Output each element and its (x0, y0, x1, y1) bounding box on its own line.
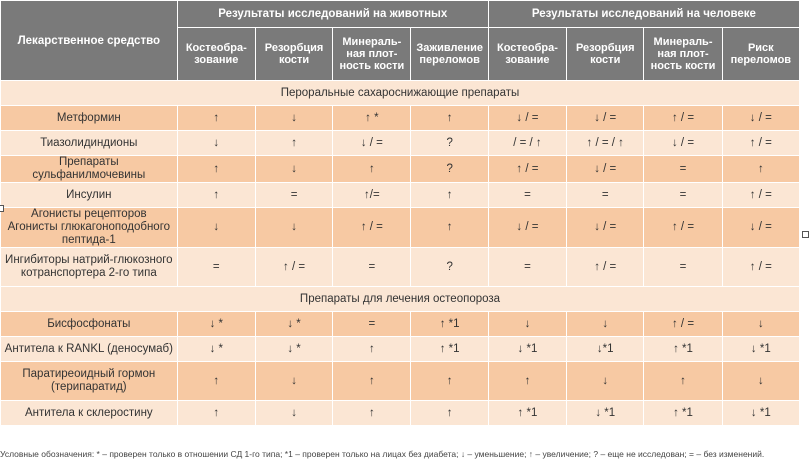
effect-cell: ↑ / = / ↑ (567, 131, 644, 156)
table-row (1, 131, 800, 156)
effect-cell: ↑ / = (644, 106, 722, 131)
effect-cell: ↑ (411, 401, 488, 426)
effect-cell: ↑ (644, 362, 722, 401)
drug-name: Антитела к RANKL (деносумаб) (1, 337, 178, 362)
table-row (1, 312, 800, 337)
effect-cell: ↓ / = (567, 156, 644, 183)
column-header: Костеобра- зование (177, 28, 255, 81)
effect-cell: ↓ * (177, 312, 255, 337)
effect-cell: ↑ / = (722, 131, 799, 156)
effect-cell: ↑ / = (644, 312, 722, 337)
column-header: Заживление переломов (411, 28, 488, 81)
column-header: Минераль- ная плот- ность кости (333, 28, 411, 81)
drug-name: Метформин (1, 106, 178, 131)
effect-cell: ↓ *1 (722, 401, 799, 426)
section-heading: Препараты для лечения остеопороза (1, 287, 800, 312)
effect-cell: ↓ / = (567, 208, 644, 248)
section-heading: Пероральные сахароснижающие препараты (1, 81, 800, 106)
column-header: Резорбция кости (567, 28, 644, 81)
drug-column-header: Лекарственное средство (1, 1, 178, 81)
effect-cell: ↓ *1 (488, 337, 566, 362)
effect-cell: ↑ (177, 106, 255, 131)
drug-name: Агонисты рецепторов Агонисты глюкагоноподобного пептида-1 (1, 208, 178, 248)
effect-cell: ↑ *1 (488, 401, 566, 426)
drug-name: Ингибиторы натрий-глюкозного котранспортера 2-го типа (1, 248, 178, 287)
effect-cell: ↑ (177, 156, 255, 183)
effect-cell: ↓ (488, 312, 566, 337)
column-header: Минераль- ная плот- ность кости (644, 28, 722, 81)
effect-cell: ↓ / = (488, 208, 566, 248)
effect-cell: ↓ * (255, 312, 332, 337)
effect-cell: = (644, 156, 722, 183)
drug-name: Тиазолидиндионы (1, 131, 178, 156)
effect-cell: = (255, 183, 332, 208)
effect-cell: ↑ / = (644, 208, 722, 248)
table-row (1, 362, 800, 401)
effect-cell: ? (411, 248, 488, 287)
effect-cell: = (644, 248, 722, 287)
effect-cell: ↓ (722, 312, 799, 337)
effect-cell: ↓ / = (333, 131, 411, 156)
effect-cell: ↑ / = (488, 156, 566, 183)
resize-handle-right[interactable] (802, 231, 809, 238)
effect-cell: ↑ (333, 362, 411, 401)
column-header: Риск переломов (722, 28, 799, 81)
effect-cell: ↓ (567, 362, 644, 401)
effect-cell: ↓*1 (567, 337, 644, 362)
effect-cell: ↓ (177, 208, 255, 248)
effect-cell: ↓ * (177, 337, 255, 362)
effect-cell: ↓ (177, 131, 255, 156)
effect-cell: ↓ (567, 312, 644, 337)
effect-cell: ↓ (722, 362, 799, 401)
effect-cell: ↓ / = (722, 208, 799, 248)
effect-cell: ↑ (722, 156, 799, 183)
animal-studies-header: Результаты исследований на животных (177, 1, 488, 28)
effect-cell: ↓ (255, 156, 332, 183)
effect-cell: ↑ (177, 362, 255, 401)
effect-cell: ↑ (488, 362, 566, 401)
effect-cell: ↑ / = (333, 208, 411, 248)
effect-cell: ↑ / = (722, 183, 799, 208)
effect-cell: ↑ *1 (644, 337, 722, 362)
effect-cell: ↑ / = (722, 248, 799, 287)
effect-cell: ↑ (411, 106, 488, 131)
drug-name: Антитела к склеростину (1, 401, 178, 426)
effect-cell: ? (411, 156, 488, 183)
table-row (1, 208, 800, 248)
effect-cell: ↑ * (333, 106, 411, 131)
resize-handle-left[interactable] (0, 205, 4, 212)
effect-cell: ↓ (255, 106, 332, 131)
effect-cell: ↑ *1 (411, 312, 488, 337)
drug-name: Инсулин (1, 183, 178, 208)
table-row (1, 106, 800, 131)
effect-cell: ? (411, 131, 488, 156)
effect-cell: ↑ *1 (644, 401, 722, 426)
legend-note: Условные обозначения: * – проверен только в отношении СД 1-го типа; *1 – проверен только на лицах без диабета; ↓ – уменьшение; ↑ – увеличение; ? – еще не исследован; = – без изменений. (0, 449, 765, 459)
effect-cell: ↑ (177, 183, 255, 208)
effect-cell: ↑ (177, 401, 255, 426)
effect-cell: ↑ (411, 208, 488, 248)
effect-cell: ↑ *1 (411, 337, 488, 362)
drug-name: Препараты сульфанилмочевины (1, 156, 178, 183)
effect-cell: ↑ (333, 401, 411, 426)
effect-cell: = (488, 248, 566, 287)
effect-cell: = (177, 248, 255, 287)
effect-cell: = (333, 248, 411, 287)
drug-name: Бисфосфонаты (1, 312, 178, 337)
effect-cell: = (488, 183, 566, 208)
table-row (1, 248, 800, 287)
effect-cell: ↑ (255, 131, 332, 156)
effect-cell: ↑ (333, 156, 411, 183)
human-studies-header: Результаты исследований на человеке (488, 1, 799, 28)
effect-cell: ↑ (411, 183, 488, 208)
effect-cell: / = / ↑ (488, 131, 566, 156)
table-row (1, 183, 800, 208)
effect-cell: = (644, 183, 722, 208)
effect-cell: ↓ *1 (567, 401, 644, 426)
effect-cell: ↑/= (333, 183, 411, 208)
table-row (1, 156, 800, 183)
effect-cell: ↑ / = (567, 248, 644, 287)
effect-cell: ↑ / = (255, 248, 332, 287)
column-header: Костеобра- зование (488, 28, 566, 81)
table-row (1, 401, 800, 426)
effect-cell: ↓ / = (488, 106, 566, 131)
effect-cell: ↓ *1 (722, 337, 799, 362)
table-row (1, 337, 800, 362)
effect-cell: ↓ (255, 208, 332, 248)
column-header: Резорбция кости (255, 28, 332, 81)
effect-cell: ↓ / = (644, 131, 722, 156)
effect-cell: ↓ / = (567, 106, 644, 131)
drug-name: Паратиреоидный гормон (терипаратид) (1, 362, 178, 401)
effect-cell: ↑ (333, 337, 411, 362)
effect-cell: ↑ (411, 362, 488, 401)
effect-cell: ↓ / = (722, 106, 799, 131)
effect-cell: = (567, 183, 644, 208)
effect-cell: ↓ (255, 401, 332, 426)
effect-cell: ↓ * (255, 337, 332, 362)
effect-cell: ↓ (255, 362, 332, 401)
effect-cell: = (333, 312, 411, 337)
